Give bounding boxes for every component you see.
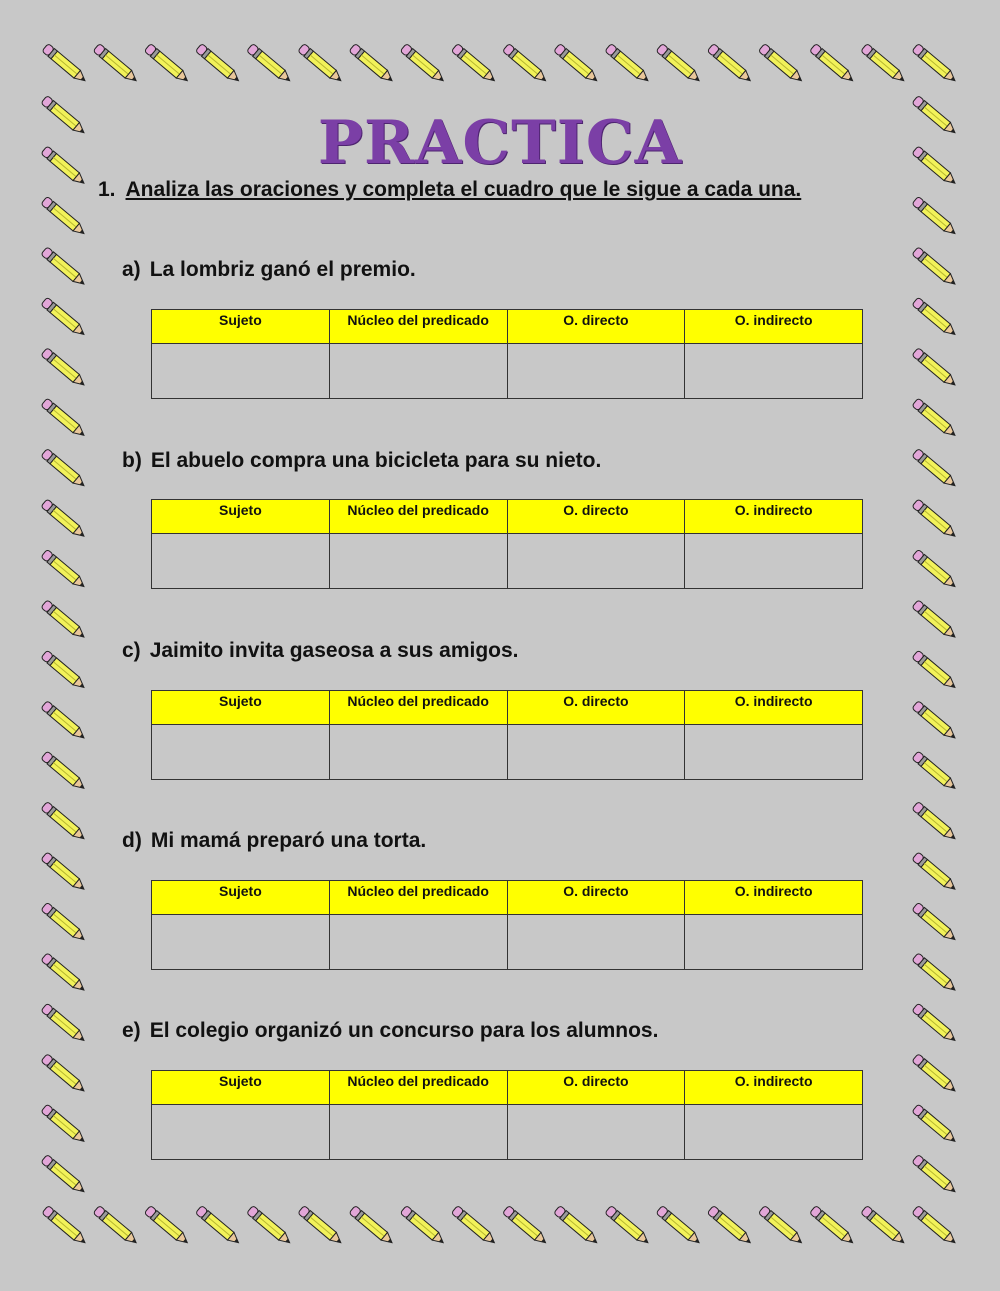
pencil-icon xyxy=(912,902,958,943)
pencil-icon xyxy=(400,43,446,84)
pencil-icon xyxy=(195,1205,241,1246)
header-sujeto: Sujeto xyxy=(152,310,330,344)
header-nucleo-predicado: Núcleo del predicado xyxy=(329,310,507,344)
answer-cell-nucleo-predicado[interactable] xyxy=(329,725,507,780)
answer-cell-objeto-directo[interactable] xyxy=(507,344,685,399)
analysis-table-b xyxy=(151,499,863,589)
pencil-icon xyxy=(912,1205,958,1246)
pencil-icon xyxy=(758,1205,804,1246)
sentence-text: El abuelo compra una bicicleta para su nieto. xyxy=(150,449,602,472)
answer-cell-nucleo-predicado[interactable] xyxy=(329,534,507,589)
pencil-icon xyxy=(861,1205,907,1246)
header-sujeto: Sujeto xyxy=(152,881,330,915)
pencil-icon xyxy=(41,1054,87,1095)
pencil-icon xyxy=(451,1205,497,1246)
pencil-icon xyxy=(656,1205,702,1246)
item-letter: a) xyxy=(122,258,141,281)
answer-cell-objeto-directo[interactable] xyxy=(507,1105,685,1160)
header-objeto-indirecto: O. indirecto xyxy=(685,500,863,534)
pencil-icon xyxy=(41,852,87,893)
pencil-icon xyxy=(810,1205,856,1246)
pencil-icon xyxy=(656,43,702,84)
answer-cell-sujeto[interactable] xyxy=(152,534,330,589)
answer-cell-objeto-indirecto[interactable] xyxy=(685,534,863,589)
pencil-icon xyxy=(912,499,958,540)
sentence-c xyxy=(122,639,519,663)
pencil-icon xyxy=(912,297,958,338)
sentence-text: Mi mamá preparó una torta. xyxy=(150,829,427,852)
analysis-table-a xyxy=(151,309,863,399)
pencil-icon xyxy=(912,247,958,288)
pencil-icon xyxy=(41,398,87,439)
pencil-icon xyxy=(349,1205,395,1246)
pencil-icon xyxy=(912,600,958,641)
pencil-icon xyxy=(912,549,958,590)
analysis-table-e xyxy=(151,1070,863,1160)
pencil-icon xyxy=(502,1205,548,1246)
pencil-icon xyxy=(912,1054,958,1095)
answer-cell-nucleo-predicado[interactable] xyxy=(329,344,507,399)
pencil-icon xyxy=(144,1205,190,1246)
header-objeto-directo: O. directo xyxy=(507,691,685,725)
answer-cell-nucleo-predicado[interactable] xyxy=(329,915,507,970)
instruction-text: Analiza las oraciones y completa el cuadro que le sigue a cada una. xyxy=(125,178,802,201)
pencil-icon xyxy=(861,43,907,84)
sentence-d xyxy=(122,829,426,853)
pencil-icon xyxy=(41,297,87,338)
pencil-icon xyxy=(912,196,958,237)
pencil-icon xyxy=(41,196,87,237)
pencil-icon xyxy=(912,1104,958,1145)
pencil-icon xyxy=(912,801,958,842)
item-letter: d) xyxy=(122,829,142,852)
pencil-icon xyxy=(41,549,87,590)
pencil-icon xyxy=(247,43,293,84)
pencil-icon xyxy=(42,43,88,84)
pencil-icon xyxy=(41,247,87,288)
pencil-icon xyxy=(195,43,241,84)
header-objeto-indirecto: O. indirecto xyxy=(685,1071,863,1105)
header-objeto-directo: O. directo xyxy=(507,881,685,915)
pencil-icon xyxy=(912,701,958,742)
pencil-icon xyxy=(810,43,856,84)
answer-cell-objeto-directo[interactable] xyxy=(507,915,685,970)
pencil-icon xyxy=(912,751,958,792)
answer-cell-objeto-directo[interactable] xyxy=(507,725,685,780)
pencil-icon xyxy=(41,499,87,540)
header-objeto-indirecto: O. indirecto xyxy=(685,310,863,344)
pencil-icon xyxy=(502,43,548,84)
pencil-icon xyxy=(41,801,87,842)
pencil-icon xyxy=(41,701,87,742)
pencil-icon xyxy=(93,43,139,84)
instruction xyxy=(98,178,801,202)
instruction-number: 1. xyxy=(98,178,116,201)
item-letter: b) xyxy=(122,449,142,472)
pencil-icon xyxy=(41,348,87,389)
pencil-icon xyxy=(41,650,87,691)
pencil-icon xyxy=(93,1205,139,1246)
pencil-icon xyxy=(912,852,958,893)
pencil-icon xyxy=(554,43,600,84)
header-nucleo-predicado: Núcleo del predicado xyxy=(329,881,507,915)
answer-cell-sujeto[interactable] xyxy=(152,344,330,399)
pencil-icon xyxy=(41,953,87,994)
item-letter: c) xyxy=(122,639,141,662)
sentence-a xyxy=(122,258,416,282)
pencil-icon xyxy=(298,1205,344,1246)
pencil-icon xyxy=(912,1003,958,1044)
pencil-icon xyxy=(41,448,87,489)
pencil-icon xyxy=(42,1205,88,1246)
sentence-text: Jaimito invita gaseosa a sus amigos. xyxy=(149,639,519,662)
answer-cell-objeto-indirecto[interactable] xyxy=(685,725,863,780)
pencil-icon xyxy=(247,1205,293,1246)
answer-cell-objeto-indirecto[interactable] xyxy=(685,1105,863,1160)
header-nucleo-predicado: Núcleo del predicado xyxy=(329,500,507,534)
pencil-icon xyxy=(605,43,651,84)
header-nucleo-predicado: Núcleo del predicado xyxy=(329,691,507,725)
pencil-icon xyxy=(707,1205,753,1246)
pencil-icon xyxy=(451,43,497,84)
pencil-icon xyxy=(41,1104,87,1145)
answer-cell-sujeto[interactable] xyxy=(152,1105,330,1160)
page-title: PRACTICA xyxy=(317,108,683,178)
header-sujeto: Sujeto xyxy=(152,500,330,534)
pencil-icon xyxy=(912,953,958,994)
sentence-text: La lombriz ganó el premio. xyxy=(149,258,416,281)
pencil-icon xyxy=(41,1154,87,1195)
pencil-icon xyxy=(912,348,958,389)
pencil-icon xyxy=(912,650,958,691)
sentence-text: El colegio organizó un concurso para los alumnos. xyxy=(149,1019,659,1042)
pencil-icon xyxy=(912,398,958,439)
header-objeto-directo: O. directo xyxy=(507,310,685,344)
pencil-icon xyxy=(298,43,344,84)
sentence-e xyxy=(122,1019,658,1043)
pencil-icon xyxy=(400,1205,446,1246)
answer-cell-objeto-indirecto[interactable] xyxy=(685,344,863,399)
pencil-icon xyxy=(605,1205,651,1246)
pencil-icon xyxy=(41,1003,87,1044)
pencil-icon xyxy=(144,43,190,84)
pencil-icon xyxy=(41,600,87,641)
answer-cell-sujeto[interactable] xyxy=(152,915,330,970)
sentence-b xyxy=(122,449,601,473)
pencil-icon xyxy=(41,902,87,943)
header-objeto-directo: O. directo xyxy=(507,500,685,534)
answer-cell-objeto-directo[interactable] xyxy=(507,534,685,589)
answer-cell-objeto-indirecto[interactable] xyxy=(685,915,863,970)
analysis-table-c xyxy=(151,690,863,780)
pencil-icon xyxy=(758,43,804,84)
header-sujeto: Sujeto xyxy=(152,1071,330,1105)
header-objeto-indirecto: O. indirecto xyxy=(685,881,863,915)
pencil-icon xyxy=(912,448,958,489)
analysis-table-d xyxy=(151,880,863,970)
header-sujeto: Sujeto xyxy=(152,691,330,725)
pencil-icon xyxy=(41,751,87,792)
header-nucleo-predicado: Núcleo del predicado xyxy=(329,1071,507,1105)
header-objeto-directo: O. directo xyxy=(507,1071,685,1105)
answer-cell-nucleo-predicado[interactable] xyxy=(329,1105,507,1160)
answer-cell-sujeto[interactable] xyxy=(152,725,330,780)
pencil-icon xyxy=(912,1154,958,1195)
item-letter: e) xyxy=(122,1019,141,1042)
header-objeto-indirecto: O. indirecto xyxy=(685,691,863,725)
pencil-icon xyxy=(554,1205,600,1246)
pencil-icon xyxy=(349,43,395,84)
pencil-icon xyxy=(912,43,958,84)
pencil-icon xyxy=(707,43,753,84)
